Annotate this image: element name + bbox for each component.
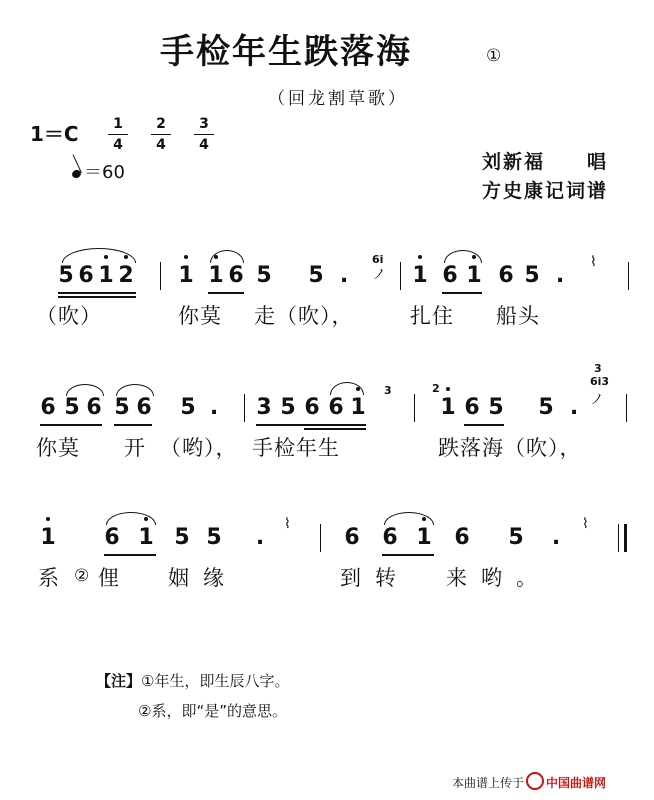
dot-mark: .	[255, 525, 265, 550]
note: 5	[58, 263, 74, 288]
note: 6	[78, 263, 94, 288]
lyric: 俚	[98, 566, 120, 590]
glide-mark: ⌇	[284, 516, 291, 532]
note: 1	[440, 395, 456, 420]
singer-credit: 刘新福 唱	[482, 151, 609, 173]
lyric: （吹）	[36, 304, 102, 328]
dot-mark: .	[555, 263, 565, 288]
note: 5	[256, 263, 272, 288]
dot-mark: .	[569, 395, 579, 420]
title-footnote-marker: ①	[486, 46, 502, 66]
footnote-1: 【注】①年生，即生辰八字。	[96, 672, 290, 690]
footnote-marker: ②	[74, 566, 91, 586]
grace-note: 6i	[372, 253, 384, 266]
note: 2	[118, 263, 134, 288]
note: 5	[280, 395, 296, 420]
source-credit: 本曲谱上传于 中国曲谱网	[452, 772, 606, 791]
note: 6	[304, 395, 320, 420]
grace-note: 3	[384, 384, 392, 397]
notation-line-3	[0, 526, 654, 552]
note: 6	[382, 525, 398, 550]
note: 6	[86, 395, 102, 420]
note: 6	[328, 395, 344, 420]
note: 5	[174, 525, 190, 550]
note: 5	[538, 395, 554, 420]
note: 1	[178, 263, 194, 288]
tempo-marking: ＝60	[72, 158, 125, 184]
grace-note: 3	[594, 362, 602, 375]
lyric: 跌落海（吹），	[438, 436, 582, 460]
glide-mark: ノ	[372, 267, 386, 283]
lyric: 系	[38, 566, 60, 590]
time-signature-3: 3 4	[194, 116, 214, 153]
site-logo-icon	[526, 772, 544, 790]
lyric: 船头	[496, 304, 540, 328]
note: 5	[114, 395, 130, 420]
transcriber-credit: 方史康记词谱	[482, 180, 609, 202]
note: 1	[208, 263, 224, 288]
note: 6	[442, 263, 458, 288]
grace-note: 6i3	[590, 375, 610, 388]
note: 1	[412, 263, 428, 288]
note: 3	[256, 395, 272, 420]
page-title: 手检年生跌落海	[160, 32, 412, 72]
note: 5	[488, 395, 504, 420]
glide-mark: ⌇	[590, 254, 597, 270]
note: 6	[228, 263, 244, 288]
note: 5	[524, 263, 540, 288]
note: 1	[416, 525, 432, 550]
note: 5	[308, 263, 324, 288]
notes-label: 【注】	[96, 672, 142, 690]
lyric: （哟），	[160, 436, 238, 460]
note: 1	[98, 263, 114, 288]
key-signature: 1＝C	[30, 122, 79, 146]
time-signature-2: 2 4	[151, 116, 171, 153]
lyric: 开	[124, 436, 146, 460]
grace-note: 2	[432, 382, 440, 395]
note: 1	[466, 263, 482, 288]
glide-mark: ノ	[590, 392, 604, 408]
note: 1	[350, 395, 366, 420]
quarter-note-icon	[71, 168, 83, 179]
note: 6	[40, 395, 56, 420]
dot-mark: .	[551, 525, 561, 550]
lyric: 姻缘	[168, 566, 238, 590]
dot-mark: .	[209, 395, 219, 420]
dot-mark: .	[339, 263, 349, 288]
note: 5	[508, 525, 524, 550]
note: 6	[464, 395, 480, 420]
note: 6	[104, 525, 120, 550]
lyric: 来哟。	[446, 566, 551, 590]
note: 5	[206, 525, 222, 550]
lyric: 到转	[340, 566, 410, 590]
subtitle: （回龙割草歌）	[268, 89, 408, 109]
note: 6	[136, 395, 152, 420]
note: 1	[138, 525, 154, 550]
footnote-2: ②系，即“是”的意思。	[138, 702, 287, 720]
note: 6	[344, 525, 360, 550]
lyric: 扎住	[410, 304, 454, 328]
note: 6	[454, 525, 470, 550]
lyric: 手检年生	[252, 436, 340, 460]
note: 5	[180, 395, 196, 420]
notation-line-1	[0, 264, 654, 290]
note: 5	[64, 395, 80, 420]
note: 1	[40, 525, 56, 550]
lyric: 你莫	[178, 304, 222, 328]
notation-line-2	[0, 396, 654, 422]
glide-mark: ⌇	[582, 516, 589, 532]
lyric: 你莫	[36, 436, 80, 460]
lyric: 走（吹），	[254, 304, 354, 328]
time-signature-1: 1 4	[108, 116, 128, 153]
note: 6	[498, 263, 514, 288]
